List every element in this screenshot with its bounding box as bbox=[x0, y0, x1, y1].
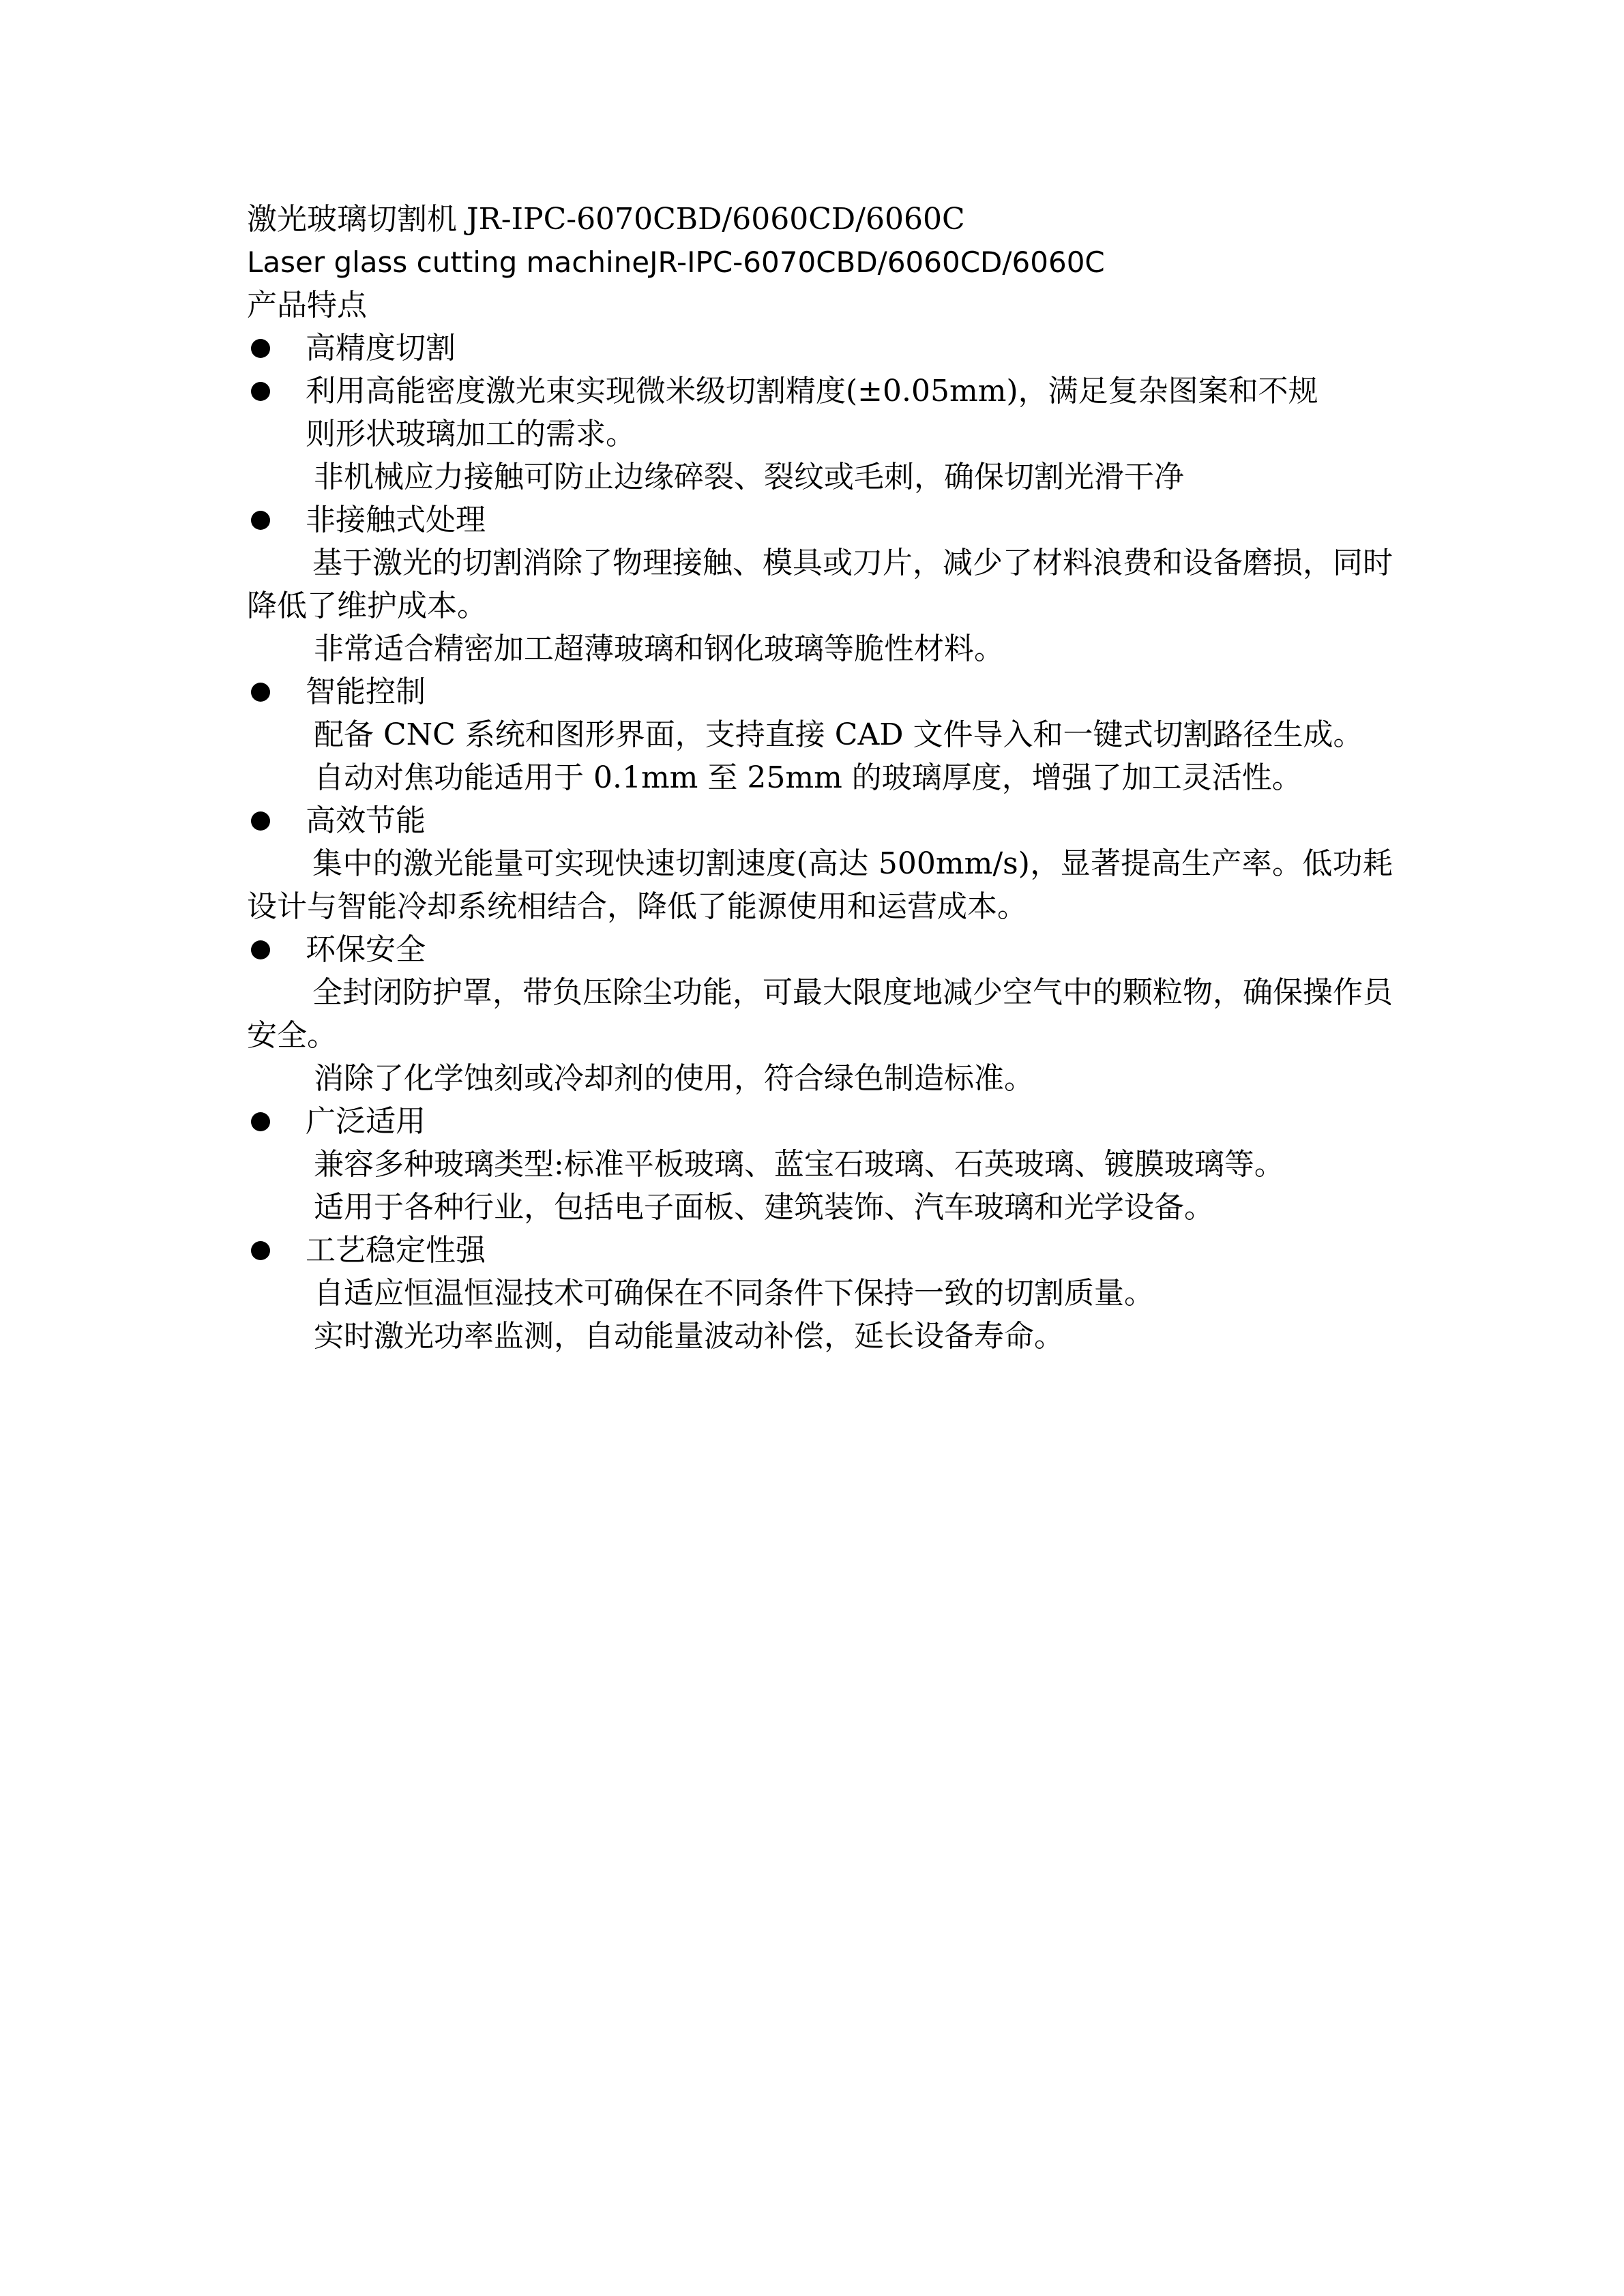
feature-paragraph: 适用于各种行业，包括电子面板、建筑装饰、汽车玻璃和光学设备。 bbox=[314, 1190, 1214, 1225]
feature-heading bbox=[247, 1229, 1393, 1272]
feature-body-text: 利用高能密度激光束实现微米级切割精度(±0.05mm)，满足复杂图案和不规 bbox=[306, 374, 1318, 408]
feature-heading-text: 智能控制 bbox=[306, 674, 426, 709]
document-body bbox=[247, 198, 1393, 1358]
bullet-icon bbox=[251, 511, 270, 530]
feature-heading bbox=[247, 327, 1393, 370]
bullet-icon bbox=[251, 339, 270, 358]
feature-paragraph: 配备 CNC 系统和图形界面，支持直接 CAD 文件导入和一键式切割路径生成。 bbox=[314, 717, 1363, 752]
feature-body-continuation bbox=[247, 413, 1393, 456]
feature-heading-text: 高精度切割 bbox=[306, 331, 456, 366]
bullet-icon bbox=[251, 811, 270, 831]
title-chinese: 激光玻璃切割机 JR-IPC-6070CBD/6060CD/6060C bbox=[247, 202, 965, 237]
feature-heading bbox=[247, 1100, 1393, 1143]
bullet-icon bbox=[251, 683, 270, 702]
bullet-icon bbox=[251, 940, 270, 959]
feature-heading bbox=[247, 498, 1393, 541]
section-heading: 产品特点 bbox=[247, 288, 367, 323]
feature-paragraph: 集中的激光能量可实现快速切割速度(高达 500mm/s)，显著提高生产率。低功耗设计与智能冷却系统相结合，降低了能源使用和运营成本。 bbox=[247, 846, 1393, 924]
feature-paragraph: 非常适合精密加工超薄玻璃和钢化玻璃等脆性材料。 bbox=[314, 631, 1004, 666]
feature-paragraph: 消除了化学蚀刻或冷却剂的使用，符合绿色制造标准。 bbox=[314, 1061, 1034, 1096]
feature-paragraph: 自适应恒温恒湿技术可确保在不同条件下保持一致的切割质量。 bbox=[314, 1276, 1154, 1311]
bullet-icon bbox=[251, 1241, 270, 1260]
feature-bullet-body bbox=[247, 370, 1393, 413]
feature-paragraph: 实时激光功率监测，自动能量波动补偿，延长设备寿命。 bbox=[314, 1319, 1064, 1354]
feature-paragraph: 基于激光的切割消除了物理接触、模具或刀片，减少了材料浪费和设备磨损，同时降低了维护成本。 bbox=[247, 546, 1393, 623]
feature-paragraph: 全封闭防护罩，带负压除尘功能，可最大限度地减少空气中的颗粒物，确保操作员安全。 bbox=[247, 975, 1393, 1053]
bullet-icon bbox=[251, 1112, 270, 1131]
feature-heading bbox=[247, 928, 1393, 971]
feature-heading-text: 广泛适用 bbox=[306, 1104, 426, 1139]
bullet-icon bbox=[251, 382, 270, 401]
feature-heading bbox=[247, 670, 1393, 713]
title-english: Laser glass cutting machineJR-IPC-6070CBD/6060CD/6060C bbox=[247, 245, 1105, 279]
feature-heading-text: 工艺稳定性强 bbox=[306, 1233, 486, 1268]
feature-heading-text: 高效节能 bbox=[306, 803, 426, 838]
feature-heading-text: 非接触式处理 bbox=[306, 503, 486, 537]
feature-heading-text: 环保安全 bbox=[306, 932, 426, 967]
feature-heading bbox=[247, 799, 1393, 842]
feature-body-extra: 非机械应力接触可防止边缘碎裂、裂纹或毛刺，确保切割光滑干净 bbox=[314, 460, 1184, 494]
feature-paragraph: 自动对焦功能适用于 0.1mm 至 25mm 的玻璃厚度，增强了加工灵活性。 bbox=[314, 760, 1302, 795]
feature-body-cont-text: 则形状玻璃加工的需求。 bbox=[306, 417, 636, 451]
feature-paragraph: 兼容多种玻璃类型:标准平板玻璃、蓝宝石玻璃、石英玻璃、镀膜玻璃等。 bbox=[314, 1147, 1284, 1182]
